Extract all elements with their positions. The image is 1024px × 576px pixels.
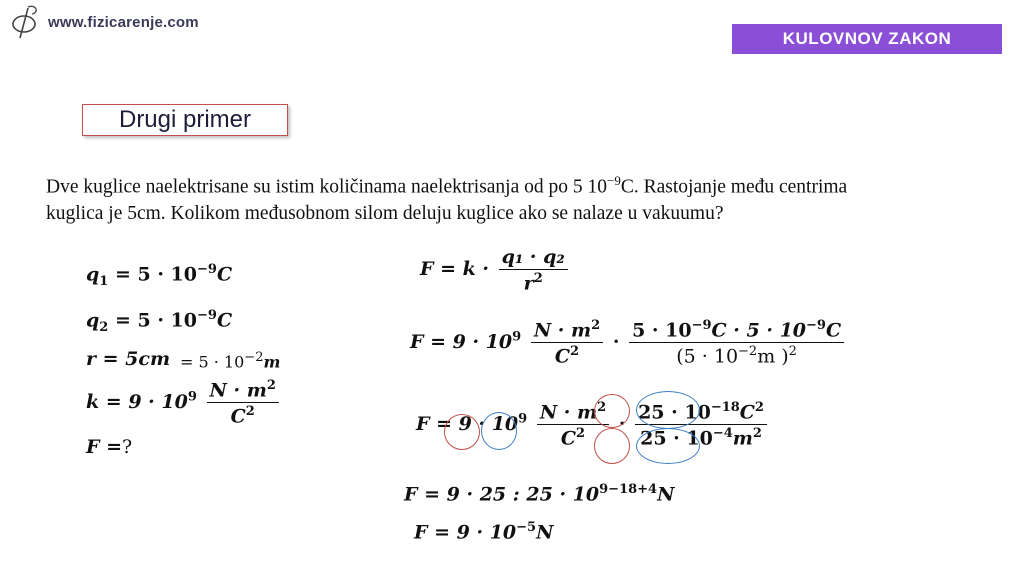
site-logo <box>8 4 199 40</box>
phi-logo-icon <box>8 4 44 40</box>
problem-line-1: Dve kuglice naelektrisane su istim količinama naelektrisanja od po 5 $10^{-9}C$. Rastojanje među centrima <box>46 173 848 198</box>
topic-badge: KULOVNOV ZAKON <box>732 24 1002 54</box>
k-unit-fraction: $\frac{N \cdot m^2}{C^2}$ <box>207 378 279 428</box>
given-q2: $q_2 = 5 \cdot 10^{-9}C$ <box>86 308 233 336</box>
site-url[interactable]: www.fizicarenje.com <box>48 13 199 31</box>
coulomb-formula: F = k · $\frac{\text{q₁ · q₂}}{r^2}$ <box>420 246 571 294</box>
cancel-circle-25-bottom <box>594 428 630 464</box>
section-title: Drugi primer <box>82 104 288 136</box>
given-r: r = 5cm <box>86 348 171 370</box>
cancel-circle-9 <box>444 414 480 450</box>
cancel-circle-25-top <box>594 394 630 428</box>
given-k: $k = 9 \cdot 10^9$ $\frac{N \cdot m^2}{C^2}$ <box>86 378 282 428</box>
problem-line-2: kuglica je 5cm. Kolikom međusobnom silom deluju kuglice ako se nalaze u vakuumu? <box>46 202 724 224</box>
cancel-circle-exp-top <box>636 391 700 429</box>
cancel-circle-10 <box>481 412 517 450</box>
problem-statement <box>46 168 966 227</box>
final-result: $F = 9 \cdot 10^{-5}N$ <box>414 520 554 544</box>
cancel-circle-exp-bottom <box>636 428 700 464</box>
given-q1: $q_1 = 5 \cdot 10^{-9}C$ <box>86 262 233 290</box>
combined-step: F = 9 · 25 : $25 \cdot 10^{9-18+4}N$ <box>404 482 675 506</box>
given-unknown-f: F =? <box>86 436 133 458</box>
simplification-step: $F = 9 \cdot 10^9$ $\frac{N \cdot m^2}{C^2}$ · $\frac{25 \cdot 10^{-18}C^2}{25 \cdot 10^{-4}m^2}$ <box>416 400 770 450</box>
given-r-conversion: = $5 \cdot 10^{-2}m$ <box>180 350 281 372</box>
substitution-step: $F = 9 \cdot 10^9$ $\frac{N \cdot m^2}{C^2}$ · $\frac{5 \cdot 10^{-9}C \cdot 5 \cdot 10^{-9}C}{(5 \cdot 10^{-2}m )^2}$ <box>410 318 847 368</box>
